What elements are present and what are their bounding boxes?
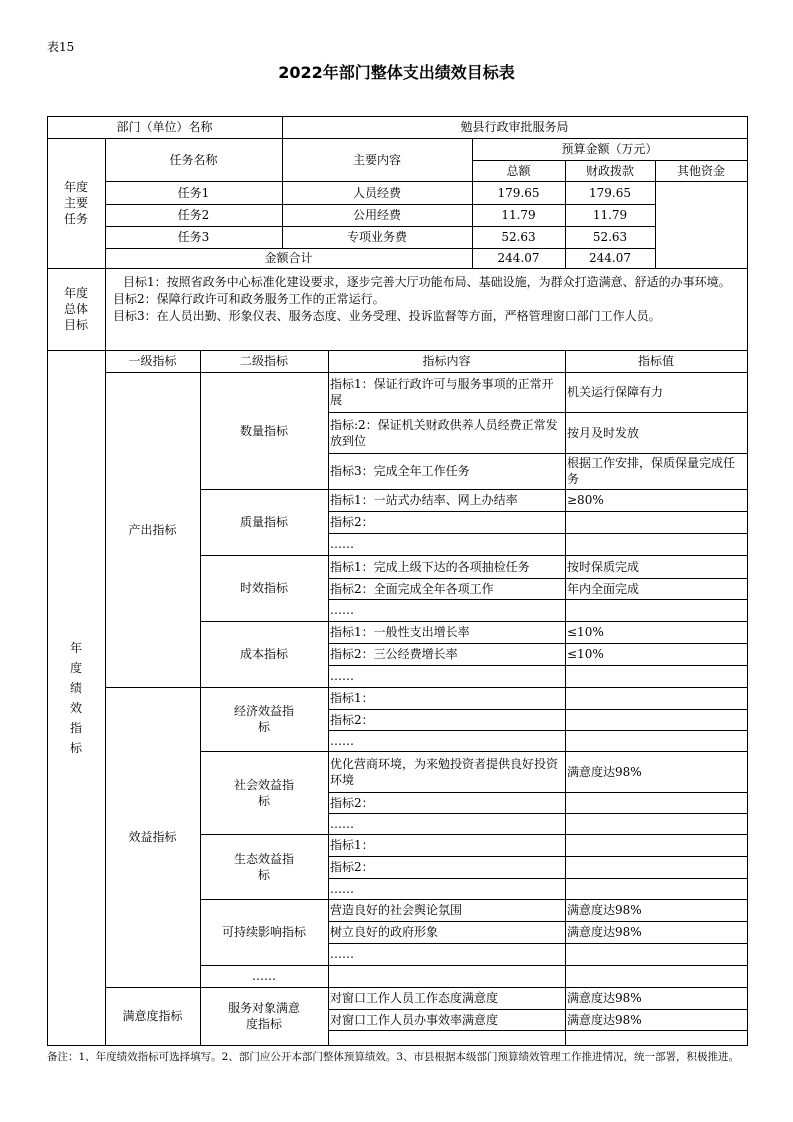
indicator-content [330,599,563,621]
indicator-value [567,878,745,899]
indicator-content [330,834,563,856]
indicator-content-text: 指标2： [330,712,374,727]
l2-quantity-text: 数量指标 [239,423,288,438]
grid-line [47,1045,748,1046]
indicator-value [567,899,745,921]
task-row-fiscal-text: 52.63 [592,230,628,244]
indicator-content [330,687,563,709]
indicator-content [330,965,563,987]
total-header-text: 总额 [506,163,531,178]
l2-economic [203,687,325,751]
indicator-content [330,899,563,921]
l1-header [108,350,197,372]
indicator-value [567,1009,745,1030]
dept-label-text: 部门（单位）名称 [116,120,213,134]
value-header [568,350,744,372]
l2-cost-text: 成本指标 [239,647,288,661]
indicator-value [567,709,745,730]
indicator-value [567,599,745,621]
indicator-value [567,751,745,792]
indicator-value [567,643,745,665]
indicator-value [567,1030,745,1045]
l2-timeliness [203,555,325,621]
dept-value-text: 勉县行政审批服务局 [460,120,569,134]
footnote: 备注：1、年度绩效指标可选择填写。2、部门应公开本部门整体预算绩效。3、市县根据本级部门预算绩效管理工作推进情况，统一部署，积极推进。 [47,1051,740,1063]
task-name-header-text: 任务名称 [169,152,218,167]
other-header-text: 其他资金 [676,163,725,178]
task-row-content [285,204,469,226]
fiscal-header [568,160,652,181]
indicator-value [567,730,745,751]
l2-header [203,350,325,372]
l1-benefit-text: 效益指标 [128,830,177,844]
grid-line [282,116,283,139]
dept-label [50,116,279,138]
indicator-content-text: 对窗口工作人员工作态度满意度 [330,991,499,1005]
indicator-value-text: ≤10% [567,647,604,661]
grid-line [105,687,748,688]
task-row-content-text: 人员经费 [352,185,401,200]
indicator-content-text: …… [330,816,354,831]
indicator-content [330,878,563,899]
l2-economic-text: 经济效益指标 [233,704,294,734]
grid-line [105,987,748,988]
indicator-value [567,687,745,709]
sum-label-text: 金额合计 [264,251,313,265]
task-row-content [285,226,469,248]
fiscal-header-text: 财政拨款 [585,163,634,178]
indicator-content-text: 指标2：三公经费增长率 [330,647,458,661]
task-row-name [108,204,279,226]
task-row-total [475,181,562,204]
indicator-content-text: 指标1：一般性支出增长率 [330,625,470,639]
indicator-content [330,987,563,1009]
grid-line [47,116,48,1046]
other-header [658,160,744,181]
indicator-value [567,665,745,687]
indicator-content [330,533,563,555]
indicator-content-text: 指标2： [330,795,374,810]
indicator-content [330,643,563,665]
task-row-total [475,226,562,248]
indicator-content [330,489,563,511]
indicator-value [567,489,745,511]
indicator-content [330,730,563,751]
sum-label [108,248,469,268]
l2-cost [203,621,325,687]
indicator-value-text: ≤10% [567,625,604,639]
sum-total [475,248,562,268]
task-content-header-text: 主要内容 [352,152,401,167]
task-row-total-text: 52.63 [501,230,536,244]
l2-ecological-text: 生态效益指标 [233,851,294,882]
l2-sustain-text: 可持续影响指标 [221,925,306,939]
task-row-total [475,204,562,226]
goals-section-label [50,268,102,350]
indicator-content-text: 指标2：全面完成全年各项工作 [330,581,494,596]
indicators-section-label-text: 年度绩效指标 [69,640,82,755]
task-name-header [108,138,279,181]
indicator-value [567,453,745,489]
indicator-content-text: 指标1： [330,838,374,852]
indicator-content [330,555,563,578]
l1-satisfaction [108,987,197,1045]
l1-satisfaction-text: 满意度指标 [122,1009,183,1023]
l1-output-text: 产出指标 [128,522,177,537]
indicator-value [567,921,745,943]
budget-header [475,138,744,160]
task-row-content [285,181,469,204]
indicator-value [567,555,745,578]
grid-line [47,268,748,269]
l2-header-text: 二级指标 [239,354,288,368]
task-row-fiscal [568,226,652,248]
indicator-value-text: 按月及时发放 [567,425,640,440]
grid-line [200,350,201,1046]
indicator-content-text: 指标:2：保证机关财政供养人员经费正常发放到位 [330,417,558,448]
grid-line [328,350,329,1046]
l2-benefit_more-text: …… [252,969,276,983]
indicator-content-text: 指标1：一站式办结率、网上办结率 [330,493,518,507]
indicator-content-text: 指标2： [330,860,374,874]
l2-quality [203,489,325,555]
task-row-name-text: 任务1 [177,185,210,200]
l2-service [203,987,325,1045]
goal-item: 目标2：保障行政许可和政务服务工作的正常运行。 [113,292,385,306]
indicator-content-text: …… [330,603,354,617]
sum-fiscal [568,248,652,268]
content-header [331,350,562,372]
task-row-name [108,226,279,248]
indicator-content-text: …… [330,669,354,683]
task-row-name-text: 任务3 [177,230,210,244]
content-header-text: 指标内容 [422,354,471,368]
page-title: 2022年部门整体支出绩效目标表 [278,63,515,82]
indicator-content [330,1009,563,1030]
indicator-content [330,813,563,834]
task-row-fiscal [568,181,652,204]
goal-item: 目标3：在人员出勤、形象仪表、服务态度、业务受理、投诉监督等方面，严格管理窗口部门工作人员。 [113,309,661,323]
indicator-value-text: 满意度达98% [567,1012,642,1027]
l2-service-text: 服务对象满意度指标 [227,1001,300,1031]
indicator-content-text: 指标1： [330,691,374,705]
indicator-content [330,792,563,813]
indicator-content [330,621,563,643]
indicator-content-text: 指标1：完成上级下达的各项抽检任务 [330,559,530,574]
task-row-total-text: 179.65 [497,185,540,200]
sum-fiscal-text: 244.07 [589,251,631,265]
indicator-value-text: ≥80% [567,493,604,507]
l2-social-text: 社会效益指标 [233,777,294,808]
l2-ecological [203,834,325,899]
goals-list [109,274,745,325]
indicator-value [567,412,745,453]
indicator-value [567,856,745,878]
tasks-section-label-text: 年度主要任务 [63,180,88,226]
task-row-fiscal-text: 11.79 [592,208,628,222]
indicator-value-text: 满意度达98% [567,991,642,1005]
indicator-value [567,621,745,643]
indicator-content [330,1030,563,1045]
indicator-content [330,921,563,943]
indicator-content [330,372,563,412]
l1-benefit [108,687,197,987]
grid-line [105,268,106,351]
dept-value [285,116,744,138]
total-header [475,160,562,181]
indicator-value [567,813,745,834]
task-row-name-text: 任务2 [177,208,210,222]
task-row-total-text: 11.79 [501,208,536,222]
indicator-value-text: 满意度达98% [567,925,642,939]
indicator-value [567,987,745,1009]
task-row-content-text: 专项业务费 [346,230,407,244]
l2-social [203,751,325,834]
grid-line [565,160,566,269]
task-row-fiscal [568,204,652,226]
indicator-value [567,372,745,412]
sum-total-text: 244.07 [497,251,540,265]
indicator-content-text: …… [330,947,354,961]
indicator-content-text: …… [330,881,354,896]
grid-line [282,138,283,249]
indicator-content [330,412,563,453]
indicator-value [567,943,745,965]
l1-header-text: 一级指标 [128,354,177,368]
indicator-value [567,533,745,555]
indicator-value [567,965,745,987]
indicator-content-text: …… [330,537,354,551]
indicator-value-text: 满意度达98% [567,764,642,779]
indicator-content [330,856,563,878]
indicator-content [330,511,563,533]
indicator-content-text: …… [330,733,354,748]
budget-header-text: 预算金额（万元） [561,142,658,156]
tasks-section-label [50,138,102,268]
indicator-content-text: 树立良好的政府形象 [330,925,439,939]
l2-timeliness-text: 时效指标 [239,581,288,595]
indicator-value-text: 根据工作安排，保质保量完成任务 [567,456,736,486]
indicator-value-text: 年内全面完成 [567,581,640,596]
goals-section-label-text: 年度总体目标 [63,286,88,332]
goal-item: 目标1：按照省政务中心标准化建设要求，逐步完善大厅功能布局、基础设施，为群众打造满意、舒适的办事环境。 [123,275,731,289]
l2-sustain [203,899,325,965]
task-row-fiscal-text: 179.65 [589,185,631,200]
l2-benefit_more [203,965,325,987]
l1-output [108,372,197,687]
grid-line [655,160,656,269]
indicator-value-text: 按时保质完成 [567,559,640,574]
indicator-content-text: 对窗口工作人员办事效率满意度 [330,1012,499,1027]
indicator-content [330,665,563,687]
indicator-content [330,751,563,792]
l2-quantity [203,372,325,489]
task-row-content-text: 公用经费 [352,208,401,222]
indicator-value [567,792,745,813]
indicator-content [330,453,563,489]
indicator-value [567,578,745,599]
indicator-content-text: 营造良好的社会舆论氛围 [330,903,463,917]
indicator-value-text: 机关运行保障有力 [567,385,664,399]
indicator-content-text: 指标2： [330,515,374,529]
grid-line [105,350,106,1046]
l2-quality-text: 质量指标 [239,515,288,529]
indicator-content [330,943,563,965]
indicator-value-text: 满意度达98% [567,903,642,917]
indicator-content-text: 优化营商环境，为来勉投资者提供良好投资环境 [330,756,559,787]
table-number: 表15 [47,40,75,54]
task-row-name [108,181,279,204]
value-header-text: 指标值 [637,354,674,368]
task-content-header [285,138,469,181]
grid-line [747,116,748,1046]
indicator-content [330,578,563,599]
indicator-content [330,709,563,730]
indicator-value [567,511,745,533]
indicator-value [567,834,745,856]
indicator-content-text: 指标1：保证行政许可与服务事项的正常开展 [330,377,554,407]
indicator-content-text: 指标3：完成全年工作任务 [330,464,470,478]
indicators-section-label [50,350,102,1045]
grid-line [565,350,566,1046]
